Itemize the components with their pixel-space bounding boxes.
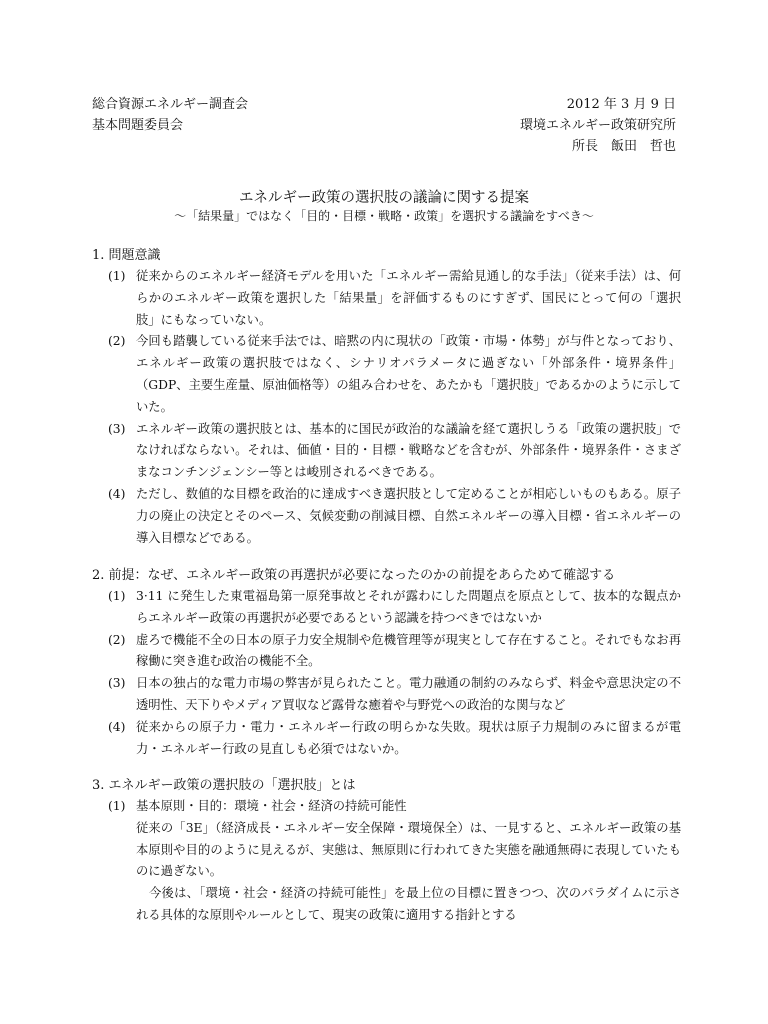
document-date: 2012 年 3 月 9 日: [566, 97, 676, 112]
section-3: [92, 776, 692, 927]
document-subtitle: 〜「結果量」ではなく「目的・目標・戦略・政策」を選択する議論をすべき〜: [174, 209, 594, 223]
item-number: (4): [108, 719, 126, 734]
list-item: [92, 796, 692, 818]
item-number: (1): [108, 589, 126, 603]
item-text: ただし、数値的な目標を政治的に達成すべき選択肢として定めることが相応しいものもある。原子力の廃止の決定とそのペース、気候変動の削減目標、自然エネルギーの導入目標・省エネルギーの導入目標などである。: [136, 486, 681, 545]
list-item: [92, 419, 692, 484]
list-item: [92, 266, 692, 331]
list-item: [92, 630, 692, 674]
institute-name: 環境エネルギー政策研究所: [519, 118, 676, 133]
section-heading: 2. 前提：なぜ、エネルギー政策の再選択が必要になったのかの前提をあらためて確認する: [92, 568, 616, 583]
item-number: (2): [108, 334, 126, 349]
list-item: [92, 484, 692, 549]
item-number: (1): [108, 269, 126, 283]
item-number: (3): [108, 676, 126, 691]
item-number: (4): [108, 486, 126, 501]
section-heading: 3. エネルギー政策の選択肢の「選択肢」とは: [92, 778, 356, 793]
item-number: (3): [108, 421, 126, 436]
list-item: [92, 331, 692, 418]
item-text: 虚ろで機能不全の日本の原子力安全規制や危機管理等が現実として存在すること。それでもなお再稼働に突き進む政治の機能不全。: [136, 632, 681, 669]
org-line-1: 総合資源エネルギー調査会: [92, 97, 249, 112]
body-paragraph: 従来の「3E」（経済成長・エネルギー安全保障・環境保全）は、一見すると、エネルギー政策の基本原則や目的のように見えるが、実態は、無原則に行われてきた実態を融通無碍に表現していたものに過ぎない。: [136, 820, 681, 879]
item-number: (2): [108, 632, 126, 647]
list-item: [92, 717, 692, 761]
section-2: [92, 566, 692, 760]
item-text: 日本の独占的な電力市場の弊害が見られたこと。電力融通の制約のみならず、料金や意思決定の不透明性、天下りやメディア買収など露骨な癒着や与野党への政治的な関与など: [136, 676, 681, 712]
org-line-2: 基本問題委員会: [92, 118, 184, 133]
item-number: (1): [108, 799, 126, 813]
item-text: 従来からのエネルギー経済モデルを用いた「エネルギー需給見通し的な手法」（従来手法）は、何らかのエネルギー政策を選択した「結果量」を評価するものにすぎず、国民にとって何の「選択肢」にもなっていない。: [136, 269, 681, 327]
document-title: エネルギー政策の選択肢の議論に関する提案: [239, 190, 529, 206]
item-text: 基本原則・目的：環境・社会・経済の持続可能性: [136, 799, 407, 813]
list-item: [92, 586, 692, 630]
author-name: 所長 飯田 哲也: [571, 139, 676, 154]
item-text: 3·11 に発生した東電福島第一原発事故とそれが露わにした問題点を原点として、抜本的な観点からエネルギー政策の再選択が必要であるという認識を持つべきではないか: [136, 589, 681, 625]
item-text: 今回も踏襲している従来手法では、暗黙の内に現状の「政策・市場・体勢」が与件となっており、エネルギー政策の選択肢ではなく、シナリオパラメータに過ぎない「外部条件・境界条件」（GDP、主要生産量、原油価格等）の組み合わせを、あたかも「選択肢」であるかのように示していた。: [136, 334, 681, 414]
item-text: 従来からの原子力・電力・エネルギー行政の明らかな失敗。現状は原子力規制のみに留まるが電力・エネルギー行政の見直しも必須ではないか。: [136, 719, 681, 756]
item-text: エネルギー政策の選択肢とは、基本的に国民が政治的な議論を経て選択しうる「政策の選択肢」でなければならない。それは、価値・目的・目標・戦略などを含むが、外部条件・境界条件・さまざまなコンチンジェンシー等とは峻別されるべきである。: [136, 421, 681, 480]
body-paragraph: 今後は、「環境・社会・経済の持続可能性」を最上位の目標に置きつつ、次のパラダイムに示される具体的な原則やルールとして、現実の政策に適用する指針とする: [136, 886, 681, 922]
section-1: [92, 246, 692, 549]
section-heading: 1. 問題意識: [92, 248, 161, 263]
list-item: [92, 673, 692, 717]
